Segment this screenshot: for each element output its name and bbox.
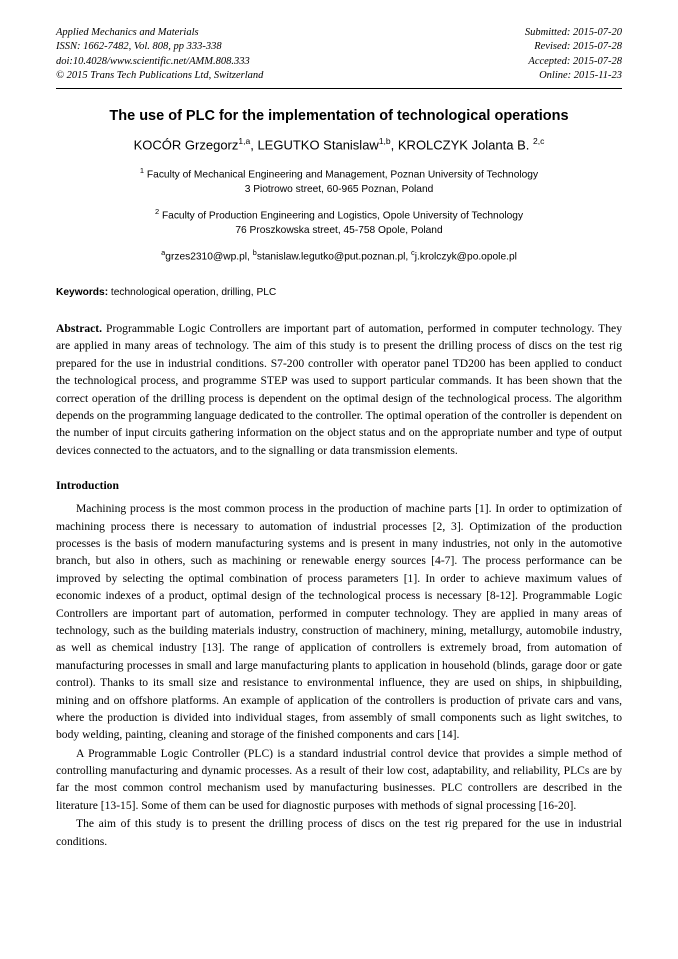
page-header	[56, 26, 622, 84]
email-a-marker: a	[161, 247, 166, 257]
keywords-line	[56, 287, 622, 298]
journal-name: Applied Mechanics and Materials	[56, 27, 199, 38]
affiliation-1-line2: 3 Piotrowo street, 60-965 Poznan, Poland	[244, 184, 434, 196]
email-a[interactable]: grzes2310@wp.pl,	[165, 251, 253, 263]
author-emails	[56, 248, 622, 265]
keywords-value: technological operation, drilling, PLC	[108, 287, 277, 299]
email-c-marker: c	[411, 247, 415, 257]
online-date: Online: 2015-11-23	[539, 70, 622, 82]
author-list	[56, 136, 622, 154]
doi: doi:10.4028/www.scientific.net/AMM.808.333	[56, 55, 250, 67]
section-heading-introduction: Introduction	[56, 479, 119, 493]
accepted-date: Accepted: 2015-07-28	[528, 55, 622, 67]
author-1-affil-marker: 1,a	[238, 135, 251, 146]
affiliation-1-text: Faculty of Mechanical Engineering and Management, Poznan University of Technology	[144, 169, 539, 181]
affiliation-2	[56, 207, 622, 239]
header-divider	[56, 88, 622, 89]
header-left	[56, 26, 263, 84]
submitted-date: Submitted: 2015-07-20	[524, 27, 622, 38]
affiliation-1	[56, 166, 622, 198]
keywords-label: Keywords:	[56, 287, 109, 299]
header-right	[525, 26, 622, 84]
affiliation-2-marker: 2	[154, 206, 160, 216]
email-c[interactable]: j.krolczyk@po.opole.pl	[414, 251, 517, 263]
abstract-label: Abstract.	[56, 322, 103, 336]
email-b-marker: b	[252, 247, 257, 257]
author-3: , KROLCZYK Jolanta B.	[390, 137, 530, 153]
copyright: © 2015 Trans Tech Publications Ltd, Switzerland	[56, 70, 264, 82]
author-2-affil-marker: 1,b	[378, 135, 391, 146]
author-1: KOCÓR Grzegorz	[133, 137, 239, 153]
author-3-affil-marker: 2,c	[533, 135, 545, 146]
affiliation-1-line1	[56, 166, 622, 183]
affiliation-2-text: Faculty of Production Engineering and Logistics, Opole University of Technology	[159, 210, 524, 222]
affiliation-2-line1	[56, 207, 622, 224]
intro-paragraph-3: The aim of this study is to present the drilling process of discs on the test rig prepared for the use in industrial conditions.	[56, 817, 622, 848]
author-2: , LEGUTKO Stanislaw	[250, 137, 379, 153]
page-title: The use of PLC for the implementation of technological operations	[109, 107, 569, 124]
intro-paragraph-2: A Programmable Logic Controller (PLC) is a standard industrial control device that provides a simple method of controlling manufacturing and dynamic processes. As a result of their low cost, adaptability, and reliability, PLCs are by far the most common control mechanism used by manufacturing businesses. PLC controllers are described in the literature [13-15]. Some of them can be used for diagnostic purposes with methods of signal processing [16-20].	[56, 746, 622, 812]
issn-volume: ISSN: 1662-7482, Vol. 808, pp 333-338	[56, 41, 222, 53]
affiliation-1-marker: 1	[139, 166, 145, 175]
abstract-paragraph	[56, 320, 622, 459]
email-b[interactable]: stanislaw.legutko@put.poznan.pl,	[256, 251, 412, 263]
abstract-text: Programmable Logic Controllers are important part of automation, performed in computer technology. They are applied in many areas of technology. The aim of this study is to present the drilling process of discs on the test rig prepared for the use in industrial conditions. S7-200 controller with operator panel TD200 has been applied to conduct the technological process, and programme STEP was used to support particular commands. It has been shown that the correct operation of the drilling process is dependent on the optimal design of the technological process. The algorithm depends on the programming language dedicated to the controller. The optimal operation of the controller is dependent on the number of input circuits gathering information on the object status and on the appropriate number and type of output devices connected to the actuators, and to the signalling or data transmission elements.	[56, 322, 622, 457]
intro-paragraph-1: Machining process is the most common process in the production of machine parts [1]. In order to optimization of machining process there is necessary to automation of industrial processes [2, 3]. Optimization of the production processes is the basis of modern manufacturing systems and is present in many industries, not only in the automotive branch, but also in others, such as machining or renewable energy sources [4-7]. The process performance can be improved by selecting the optimal combination of process parameters [1]. In order to achieve maximum values of economic indexes of a product, optimal design of the technological process is necessary [8-12]. Programmable Logic Controllers are important part of automation, performed in computer technology. They are applied in many areas of technology, such as the building materials industry, construction of machinery, mining, metallurgy, automobile industry, as well as chemical industry [13]. The range of application of controllers is extremely broad, from automation of manufacturing processes in small and large manufacturing plants to application in household (blinds, garage door or gate control). Thanks to its small size and resistance to environmental influence, they are used on ships, in shipbuilding, mining and on offshore platforms. An example of application of the controllers is production of private cars and vans, where the production is divided into individual stages, from assembly of small components such as light switches, to body welding, painting, cleaning and storage of the finished components and cars [14].	[56, 502, 622, 742]
revised-date: Revised: 2015-07-28	[534, 41, 622, 53]
affiliation-2-line2: 76 Proszkowska street, 45-758 Opole, Poland	[235, 225, 443, 237]
